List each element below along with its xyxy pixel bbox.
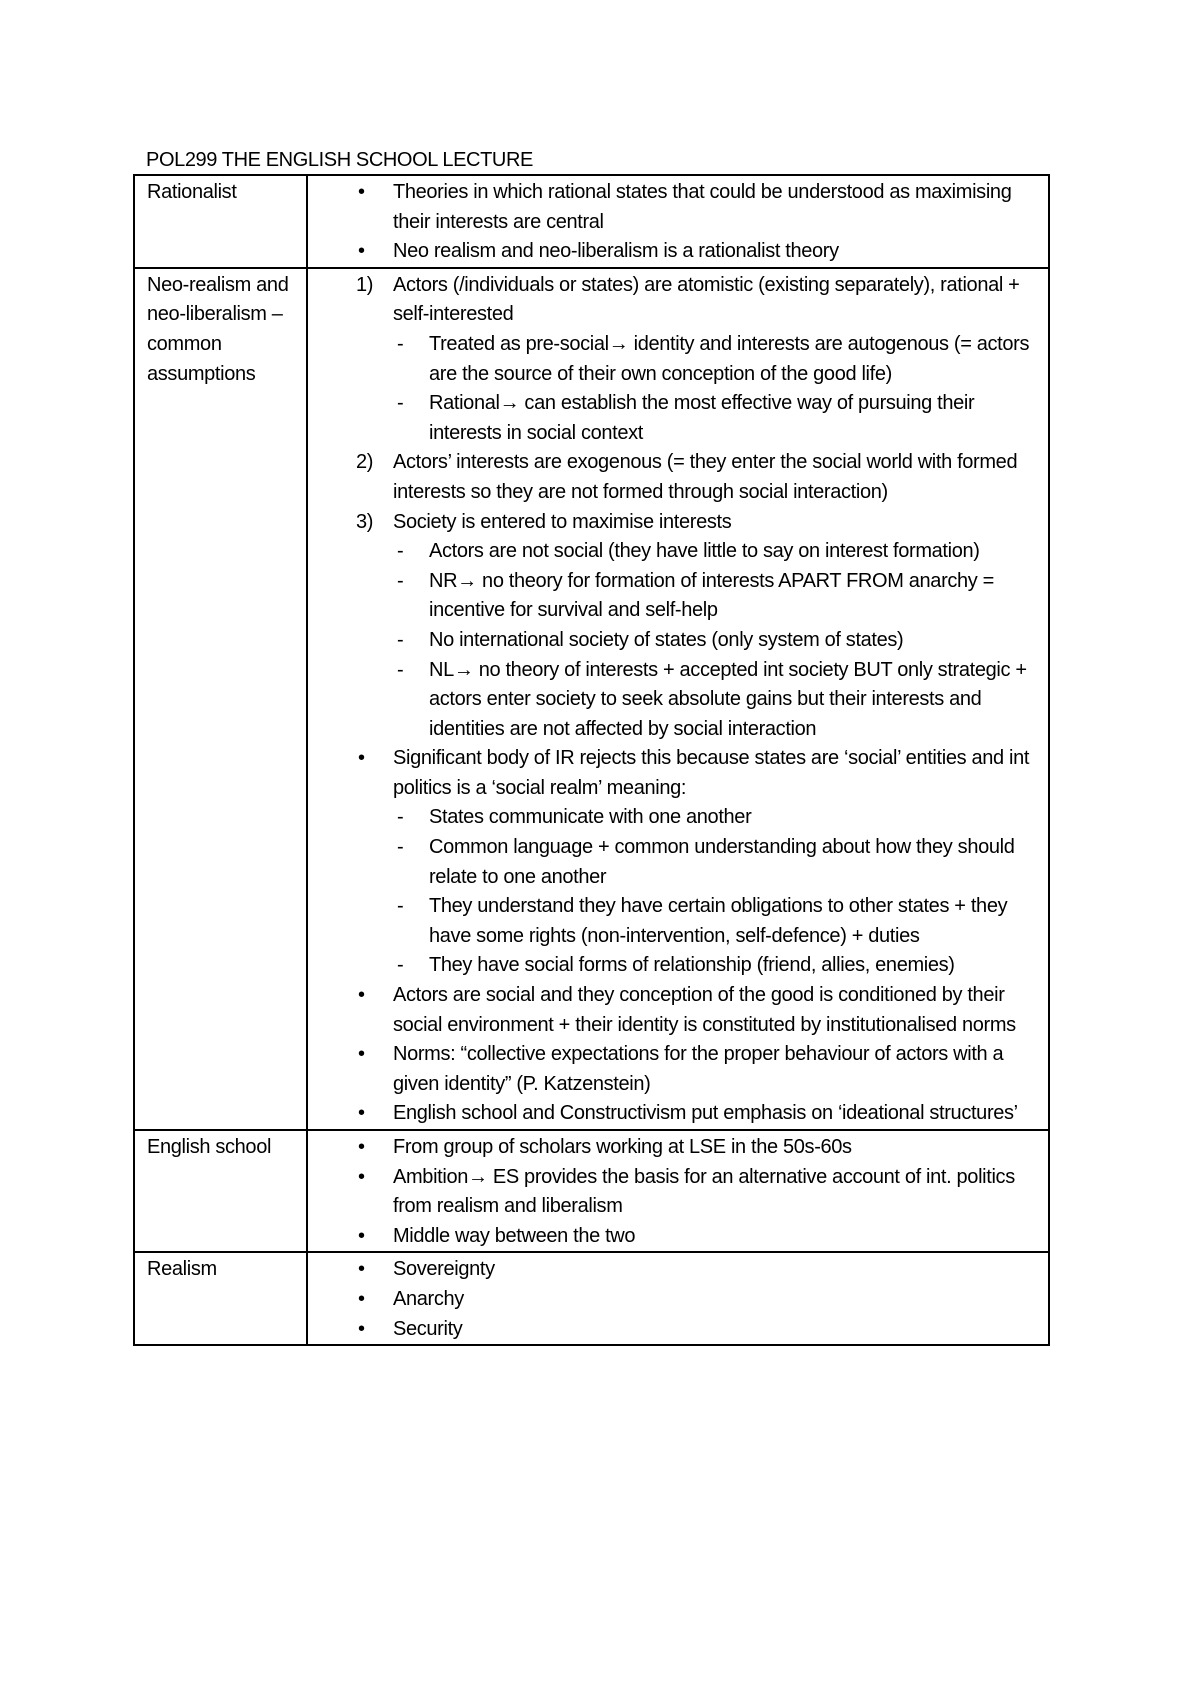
list-number: 2) bbox=[356, 451, 374, 474]
list-item: 3) Society is entered to maximise interests bbox=[308, 508, 1042, 538]
dash-marker: - bbox=[397, 540, 404, 563]
bullet-icon: • bbox=[358, 181, 365, 203]
row-label: Neo-realism and neo-liberalism – common assumptions bbox=[134, 268, 307, 1130]
list-item: • Anarchy bbox=[308, 1285, 1042, 1315]
list-item: - NL→ no theory of interests + accepted int society BUT only strategic + actors enter society to seek absolute gains but their interests and identities are not affected by social interaction bbox=[308, 656, 1042, 745]
bullet-icon: • bbox=[358, 1224, 365, 1247]
list-item: - Common language + common understanding about how they should relate to one another bbox=[308, 833, 1042, 892]
table-row bbox=[134, 175, 1049, 268]
dash-marker: - bbox=[397, 806, 404, 829]
row-content bbox=[307, 175, 1049, 268]
bullet-icon: • bbox=[358, 1317, 365, 1340]
list-item: • English school and Constructivism put emphasis on ‘ideational structures’ bbox=[308, 1099, 1042, 1129]
list-item: - They have social forms of relationship (friend, allies, enemies) bbox=[308, 951, 1042, 981]
bullet-icon: • bbox=[358, 1136, 365, 1158]
bullet-icon: • bbox=[358, 984, 365, 1007]
row-label: Rationalist bbox=[134, 175, 307, 268]
row-content bbox=[307, 1130, 1049, 1252]
page-title: POL299 THE ENGLISH SCHOOL LECTURE bbox=[146, 149, 533, 171]
list-item: • Theories in which rational states that could be understood as maximising their interests are central bbox=[308, 178, 1042, 237]
list-number: 3) bbox=[356, 510, 374, 533]
bullet-icon: • bbox=[358, 1102, 365, 1125]
list-item: - Treated as pre-social→ identity and interests are autogenous (= actors are the source of their own conception of the good life) bbox=[308, 330, 1042, 389]
bullet-icon: • bbox=[358, 1258, 365, 1281]
bullet-icon: • bbox=[358, 1043, 365, 1066]
table-row bbox=[134, 1130, 1049, 1252]
dash-marker: - bbox=[397, 836, 404, 859]
bullet-icon: • bbox=[358, 747, 365, 770]
list-item: 1) Actors (/individuals or states) are atomistic (existing separately), rational + self-interested bbox=[308, 271, 1042, 330]
dash-marker: - bbox=[397, 332, 404, 355]
list-item: • From group of scholars working at LSE in the 50s-60s bbox=[308, 1133, 1042, 1163]
dash-marker: - bbox=[397, 392, 404, 415]
list-item: 2) Actors’ interests are exogenous (= they enter the social world with formed interests so they are not formed through social interaction) bbox=[308, 448, 1042, 507]
dash-marker: - bbox=[397, 628, 404, 651]
dash-marker: - bbox=[397, 895, 404, 918]
list-item: • Ambition→ ES provides the basis for an alternative account of int. politics from realism and liberalism bbox=[308, 1163, 1042, 1222]
list-item: • Sovereignty bbox=[308, 1255, 1042, 1285]
row-label: English school bbox=[134, 1130, 307, 1252]
dash-marker: - bbox=[397, 954, 404, 977]
row-label: Realism bbox=[134, 1252, 307, 1345]
list-item: - Rational→ can establish the most effective way of pursuing their interests in social context bbox=[308, 389, 1042, 448]
table-row bbox=[134, 1252, 1049, 1345]
list-item: • Security bbox=[308, 1315, 1042, 1345]
list-number: 1) bbox=[356, 273, 374, 296]
bullet-icon: • bbox=[358, 240, 365, 263]
list-item: • Middle way between the two bbox=[308, 1222, 1042, 1252]
dash-marker: - bbox=[397, 658, 404, 681]
list-item: - They understand they have certain obligations to other states + they have some rights (non-intervention, self-defence) + duties bbox=[308, 892, 1042, 951]
list-item: - NR→ no theory for formation of interests APART FROM anarchy = incentive for survival and self-help bbox=[308, 567, 1042, 626]
list-item: - States communicate with one another bbox=[308, 803, 1042, 833]
row-content bbox=[307, 268, 1049, 1130]
dash-marker: - bbox=[397, 569, 404, 592]
list-item: • Neo realism and neo-liberalism is a rationalist theory bbox=[308, 237, 1042, 267]
list-item: • Norms: “collective expectations for the proper behaviour of actors with a given identity” (P. Katzenstein) bbox=[308, 1040, 1042, 1099]
bullet-icon: • bbox=[358, 1287, 365, 1310]
row-content bbox=[307, 1252, 1049, 1345]
list-item: • Significant body of IR rejects this because states are ‘social’ entities and int politics is a ‘social realm’ meaning: bbox=[308, 744, 1042, 803]
bullet-icon: • bbox=[358, 1165, 365, 1188]
list-item: - No international society of states (only system of states) bbox=[308, 626, 1042, 656]
table-row bbox=[134, 268, 1049, 1130]
list-item: • Actors are social and they conception of the good is conditioned by their social environment + their identity is constituted by institutionalised norms bbox=[308, 981, 1042, 1040]
list-item: - Actors are not social (they have little to say on interest formation) bbox=[308, 537, 1042, 567]
notes-table bbox=[133, 174, 1050, 1346]
